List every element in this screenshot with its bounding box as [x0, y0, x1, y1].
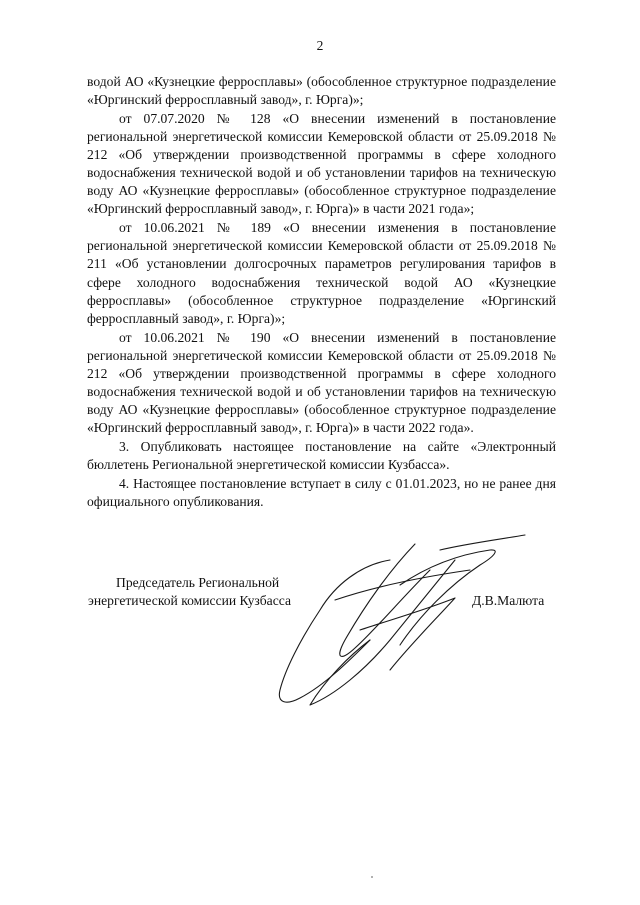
scan-speck: [371, 876, 373, 878]
paragraph-item-189: от 10.06.2021 № 189 «О внесении изменения в постановление региональной энергетической комиссии Кемеровской области от 25.09.2018 № 211 «Об установлении долгосрочных параметров регулирования тарифов в сфере холодного водоснабжения технической водой АО «Кузнецкие ферросплавы» (обособленное структурное подразделение «Юргинский ферросплавный завод», г. Юрга)»;: [87, 220, 556, 326]
paragraph-clause-4: 4. Настоящее постановление вступает в силу с 01.01.2023, но не ранее дня официального опубликования.: [87, 476, 556, 510]
paragraph-item-190: от 10.06.2021 № 190 «О внесении изменений в постановление региональной энергетической комиссии Кемеровской области от 25.09.2018 № 212 «Об утверждении производственной программы в сфере холодного водоснабжения технической водой и об установлении тарифов на техническую воду АО «Кузнецкие ферросплавы» (обособленное структурное подразделение «Юргинский ферросплавный завод», г. Юрга)» в части 2022 года».: [87, 329, 556, 435]
paragraph-item-128: от 07.07.2020 № 128 «О внесении изменений в постановление региональной энергетической комиссии Кемеровской области от 25.09.2018 № 212 «Об утверждении производственной программы в сфере холодного водоснабжения технической водой и об установлении тарифов на техническую воду АО «Кузнецкие ферросплавы» (обособленное структурное подразделение «Юргинский ферросплавный завод», г. Юрга)» в части 2021 года»;: [87, 111, 556, 217]
signatory-title-line1: Председатель Региональной: [116, 575, 280, 590]
document-body: [87, 73, 556, 511]
paragraph-clause-3: 3. Опубликовать настоящее постановление на сайте «Электронный бюллетень Региональной энергетической комиссии Кузбасса».: [87, 438, 556, 472]
handwritten-signature: [240, 530, 540, 720]
page-number: 2: [316, 38, 324, 53]
paragraph-continuation: водой АО «Кузнецкие ферросплавы» (обособленное структурное подразделение «Юргинский ферросплавный завод», г. Юрга)»;: [87, 74, 556, 108]
signatory-title-line2: энергетической комиссии Кузбасса: [88, 593, 291, 608]
signatory-name: Д.В.Малюта: [472, 593, 545, 608]
